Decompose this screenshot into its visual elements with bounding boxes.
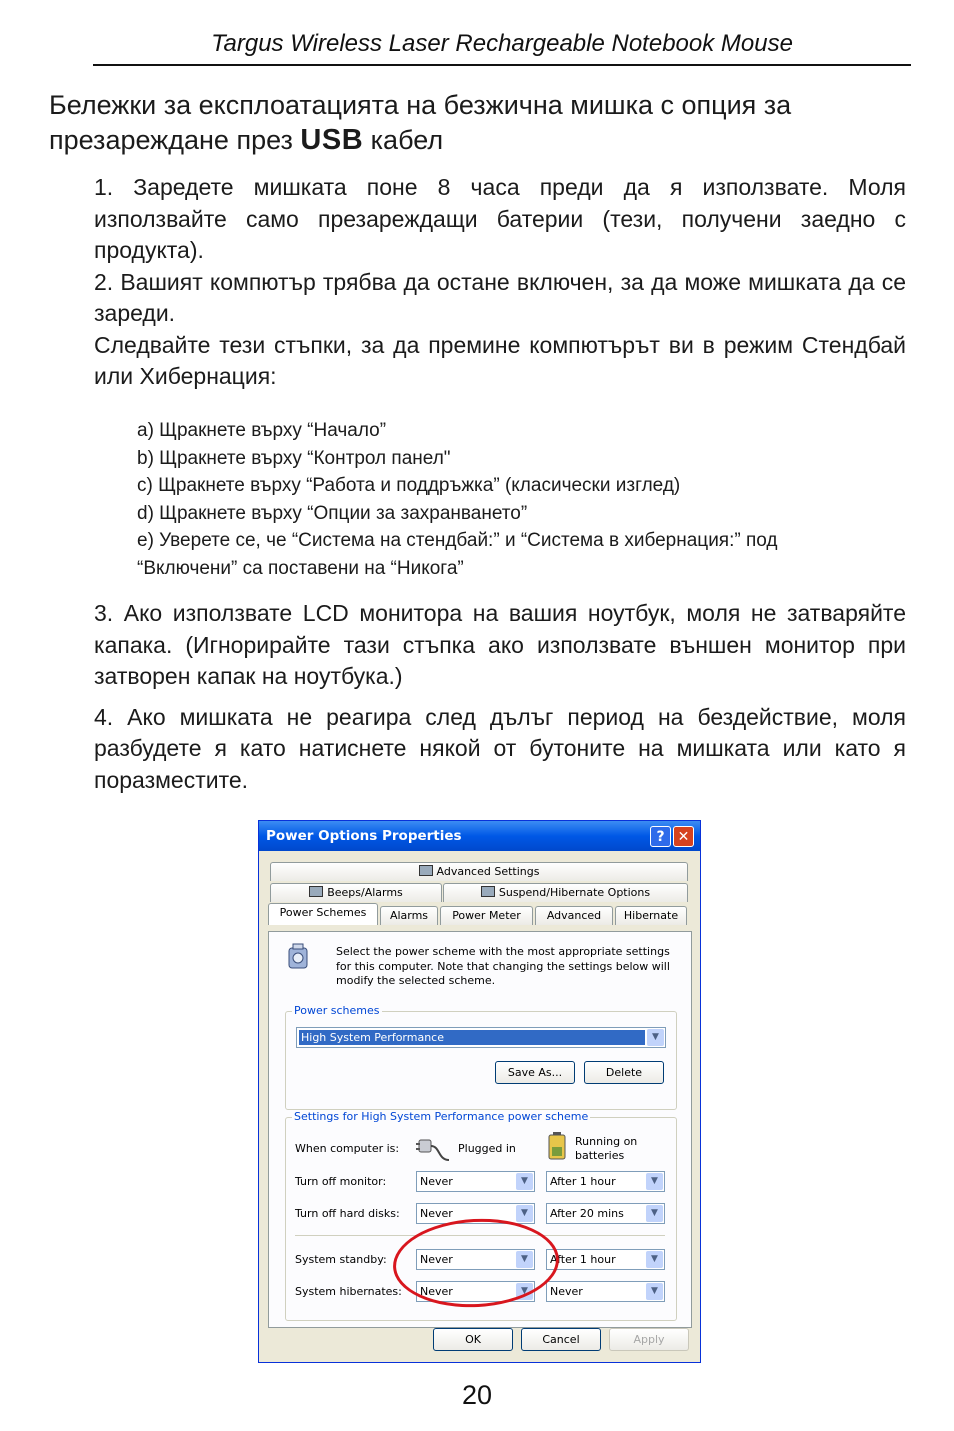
tab-suspend-hibernate[interactable]: Suspend/Hibernate Options (443, 883, 688, 902)
chevron-down-icon: ▼ (516, 1283, 533, 1300)
steps-list (137, 417, 907, 582)
body-upper (94, 172, 906, 393)
chevron-down-icon: ▼ (646, 1283, 663, 1300)
delete-button[interactable]: Delete (584, 1061, 664, 1084)
tab-beeps-alarms[interactable]: Beeps/Alarms (270, 883, 442, 902)
power-scheme-value: High System Performance (299, 1030, 645, 1045)
step-a: a) Щракнете върху “Начало” (137, 420, 387, 441)
title-line-1: Бележки за експлоатацията на безжична мишка с опция за (49, 90, 792, 120)
step-b: b) Щракнете върху “Контрол панел" (137, 447, 451, 469)
header-rule (93, 64, 911, 66)
standby-plugged-select[interactable]: Never ▼ (416, 1249, 535, 1270)
standby-battery-select[interactable]: After 1 hour ▼ (546, 1249, 665, 1270)
battery-icon (548, 1132, 566, 1160)
tab-advanced-settings[interactable]: Advanced Settings (270, 862, 688, 881)
body-lower (94, 598, 906, 796)
section-title (49, 88, 909, 158)
paragraph-5: 4. Ако мишката не реагира след дълъг период на бездействие, моля разбудете я като натиснете някой от бутоните на мишката или като я поразместите. (94, 703, 906, 793)
close-button[interactable]: ✕ (673, 826, 694, 847)
scheme-description: Select the power scheme with the most appropriate settings for this computer. Note that changing the settings below will modify the selected scheme. (336, 945, 670, 987)
tab-hibernate[interactable]: Hibernate (615, 906, 687, 925)
step-e-cont: “Включени” са поставени на “Никога” (137, 557, 464, 579)
power-options-dialog (258, 820, 701, 1363)
chevron-down-icon: ▼ (516, 1205, 533, 1222)
power-schemes-legend: Power schemes (294, 1004, 380, 1017)
turn-off-monitor-label: Turn off monitor: (295, 1175, 387, 1188)
system-hibernates-label: System hibernates: (295, 1285, 402, 1298)
title-line-2-pre: презареждане през (49, 125, 293, 155)
hibernate-battery-select[interactable]: Never ▼ (546, 1281, 665, 1302)
laptop-icon (309, 886, 323, 897)
chevron-down-icon: ▼ (646, 1173, 663, 1190)
tab-power-schemes[interactable]: Power Schemes (268, 903, 378, 925)
paragraph-3: Следвайте тези стъпки, за да премине компютърът ви в режим Стендбай или Хибернация: (94, 331, 906, 389)
monitor-battery-select[interactable]: After 1 hour ▼ (546, 1171, 665, 1192)
title-usb: USB (300, 124, 364, 156)
chevron-down-icon: ▼ (646, 1251, 663, 1268)
paragraph-4: 3. Ако използвате LCD монитора на вашия ноутбук, моля не затваряйте капака. (Игнорирайте тази стъпка ако използвате външен монитор при затворен капак на ноутбука.) (94, 600, 906, 689)
plug-icon (416, 1134, 450, 1164)
page-number: 20 (461, 1380, 493, 1410)
tab-power-meter[interactable]: Power Meter (440, 906, 533, 925)
chevron-down-icon: ▼ (646, 1205, 663, 1222)
disks-plugged-select[interactable]: Never ▼ (416, 1203, 535, 1224)
monitor-plugged-select[interactable]: Never ▼ (416, 1171, 535, 1192)
help-button[interactable]: ? (650, 826, 671, 847)
cancel-button[interactable]: Cancel (521, 1328, 601, 1351)
power-scheme-icon (283, 942, 313, 972)
step-d: d) Щракнете върху “Опции за захранването” (137, 502, 528, 524)
system-standby-label: System standby: (295, 1253, 387, 1266)
dialog-titlebar (259, 821, 700, 851)
chevron-down-icon: ▼ (647, 1029, 664, 1046)
turn-off-hard-disks-label: Turn off hard disks: (295, 1207, 400, 1220)
ok-button[interactable]: OK (433, 1328, 513, 1351)
hibernate-plugged-select[interactable]: Never ▼ (416, 1281, 535, 1302)
power-schemes-group (285, 1004, 677, 1110)
chevron-down-icon: ▼ (516, 1251, 533, 1268)
title-line-2-post: кабел (370, 125, 444, 155)
step-e: e) Уверете се, че “Система на стендбай:” и “Система в хибернация:” под (137, 530, 778, 551)
laptop-icon (481, 886, 495, 897)
apply-button[interactable]: Apply (609, 1328, 689, 1351)
power-scheme-select[interactable] (296, 1027, 666, 1048)
disks-battery-select[interactable]: After 20 mins ▼ (546, 1203, 665, 1224)
laptop-icon (419, 865, 433, 876)
running-on-batteries-label: Running on batteries (575, 1135, 638, 1162)
save-as-button[interactable]: Save As... (495, 1061, 575, 1084)
dialog-title: Power Options Properties (266, 828, 462, 844)
settings-legend: Settings for High System Performance power scheme (294, 1110, 589, 1123)
tab-alarms[interactable]: Alarms (380, 906, 438, 925)
tab-advanced[interactable]: Advanced (535, 906, 613, 925)
paragraph-2: 2. Вашият компютър трябва да остане включен, за да може мишката да се зареди. (94, 268, 906, 326)
paragraph-1: 1. Заредете мишката поне 8 часа преди да я използвате. Моля използвайте само презареждащи батерии (тези, получени заедно с продукта). (94, 174, 906, 263)
chevron-down-icon: ▼ (516, 1173, 533, 1190)
when-computer-is-label: When computer is: (295, 1142, 400, 1155)
plugged-in-label: Plugged in (458, 1142, 516, 1155)
document-header: Targus Wireless Laser Rechargeable Notebook Mouse (211, 30, 793, 57)
step-c: c) Щракнете върху “Работа и поддръжка” (класически изглед) (137, 475, 681, 496)
